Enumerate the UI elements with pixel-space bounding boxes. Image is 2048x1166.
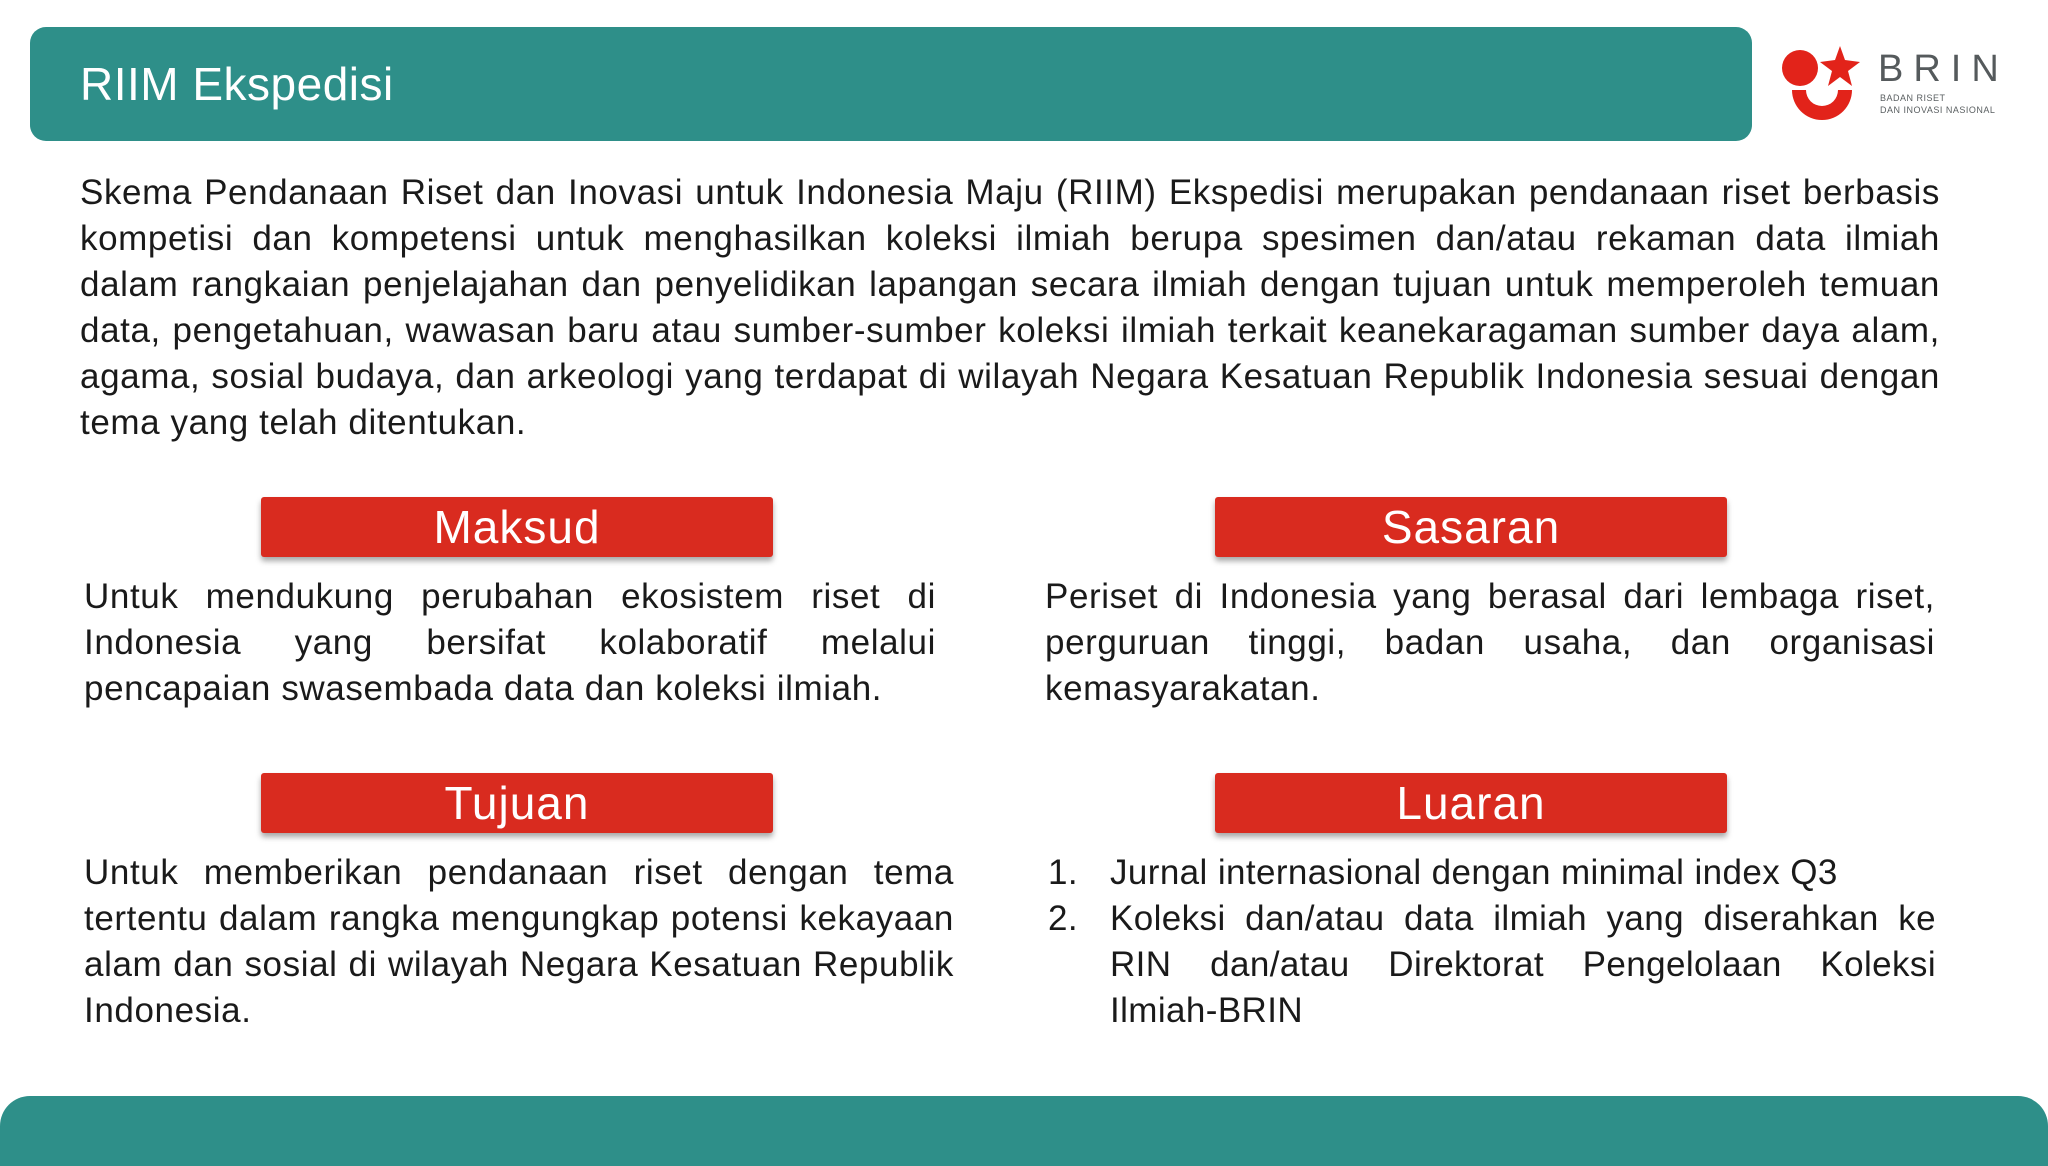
list-item-number: 2.	[1048, 899, 1078, 938]
luaran-label: Luaran	[1215, 773, 1727, 833]
list-item-text: Koleksi dan/atau data ilmiah yang diserahkan ke RIN dan/atau Direktorat Pengelolaan Koleksi Ilmiah-BRIN	[1110, 899, 1936, 1030]
sasaran-label: Sasaran	[1215, 497, 1727, 557]
list-item-text: Jurnal internasional dengan minimal index Q3	[1110, 853, 1838, 892]
title-bar	[30, 27, 1752, 141]
brin-logo	[1778, 40, 2012, 132]
footer-bar	[0, 1096, 2048, 1166]
luaran-list	[1048, 850, 1936, 1034]
tujuan-text: Untuk memberikan pendanaan riset dengan tema tertentu dalam rangka mengungkap potensi kekayaan alam dan sosial di wilayah Negara Kesatuan Republik Indonesia.	[84, 853, 954, 1030]
brin-logo-subtitle-line1: BADAN RISET	[1880, 93, 1946, 103]
list-item-number: 1.	[1048, 853, 1078, 892]
maksud-text: Untuk mendukung perubahan ekosistem riset di Indonesia yang bersifat kolaboratif melalui pencapaian swasembada data dan koleksi ilmiah.	[84, 577, 936, 708]
brin-logo-subtitle-line2: DAN INOVASI NASIONAL	[1880, 105, 1996, 115]
tujuan-label: Tujuan	[261, 773, 773, 833]
maksud-label: Maksud	[261, 497, 773, 557]
sasaran-text: Periset di Indonesia yang berasal dari lembaga riset, perguruan tinggi, badan usaha, dan organisasi kemasyarakatan.	[1045, 577, 1935, 708]
list-item	[1048, 896, 1936, 1034]
page-title: RIIM Ekspedisi	[80, 58, 394, 110]
brin-logo-word: BRIN	[1878, 48, 2009, 90]
list-item	[1048, 850, 1936, 896]
brin-logo-icon	[1778, 40, 1868, 132]
brin-logo-subtitle	[1880, 92, 1995, 116]
intro-paragraph: Skema Pendanaan Riset dan Inovasi untuk Indonesia Maju (RIIM) Ekspedisi merupakan pendanaan riset berbasis kompetisi dan kompetensi untuk menghasilkan koleksi ilmiah berupa spesimen dan/atau rekaman data ilmiah dalam rangkaian penjelajahan dan penyelidikan lapangan secara ilmiah dengan tujuan untuk memperoleh temuan data, pengetahuan, wawasan baru atau sumber-sumber koleksi ilmiah terkait keanekaragaman sumber daya alam, agama, sosial budaya, dan arkeologi yang terdapat di wilayah Negara Kesatuan Republik Indonesia sesuai dengan tema yang telah ditentukan.	[80, 173, 1940, 442]
